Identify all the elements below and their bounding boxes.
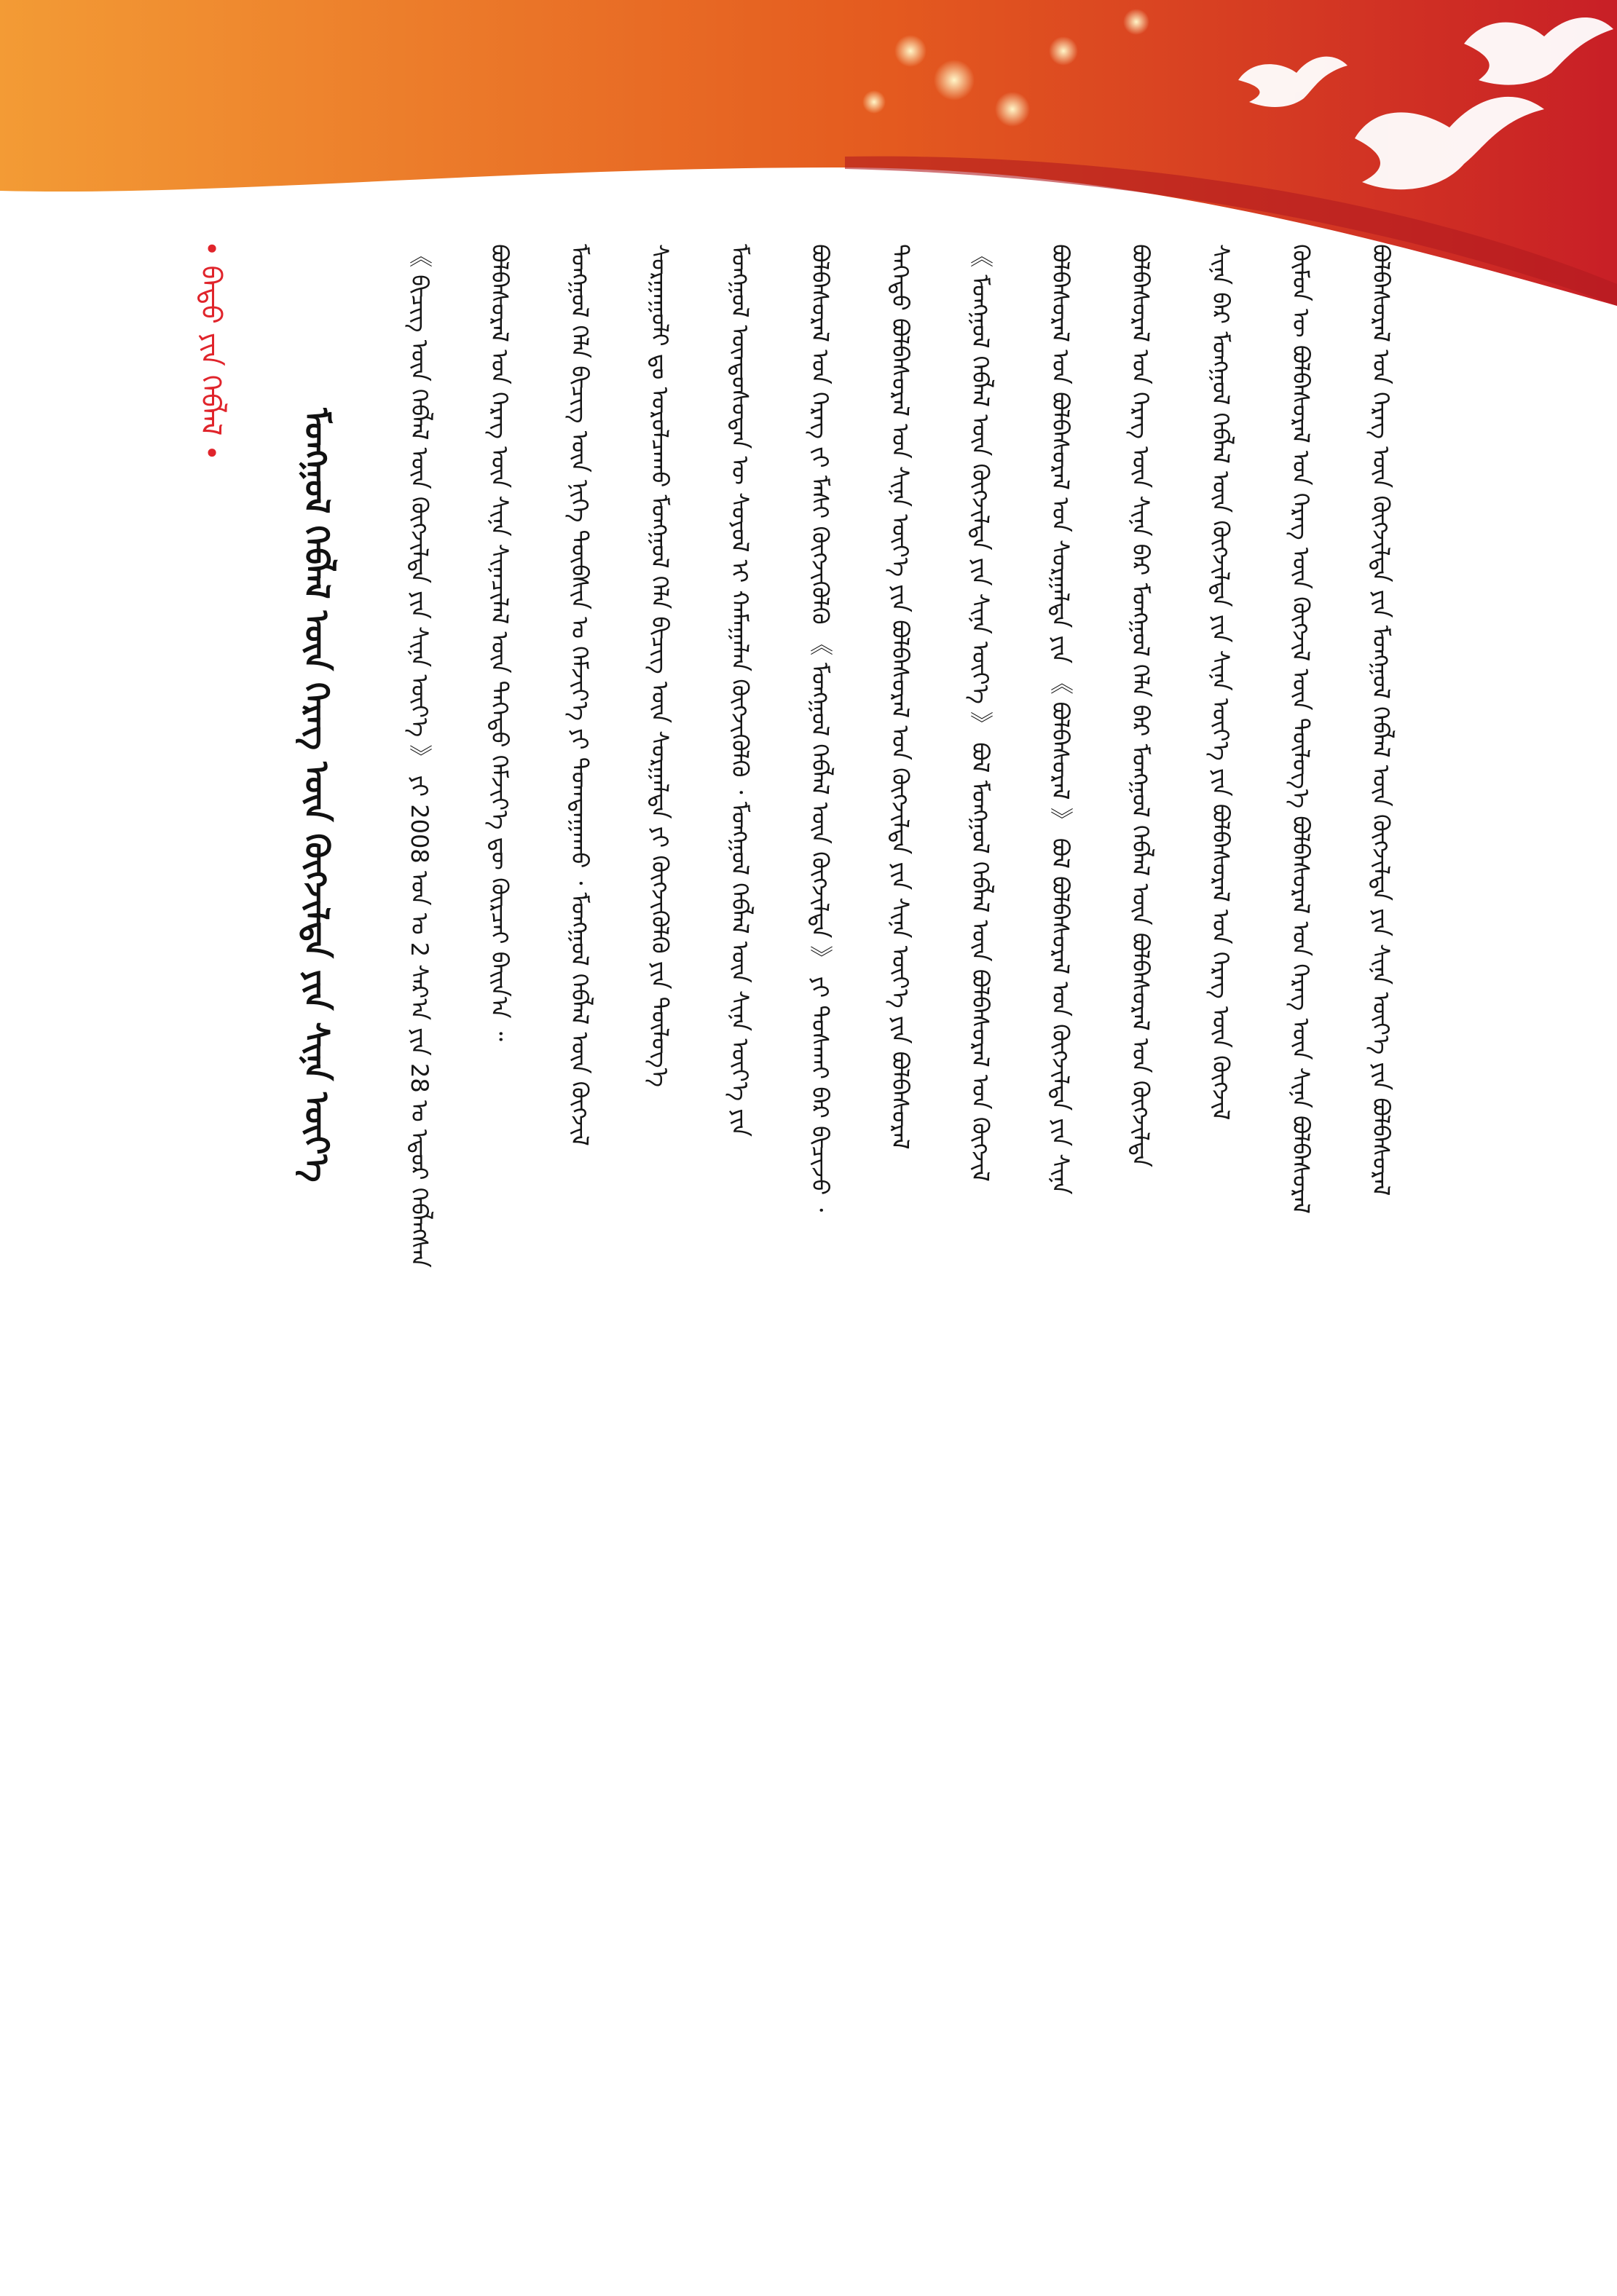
body-column: ᠬᠦᠮᠦᠨ ᠦ ᠪᠣᠯᠪᠠᠰᠤᠷᠠᠯ ᠤᠨ ᠬᠡᠷᠡᠭ ᠦᠨ ᠬᠥᠭᠵᠢᠯ ᠦᠨ ᠲᠥᠯᠥᠭ᠎ᠡ ᠪᠣᠯᠪᠠᠰᠤᠷᠠᠯ ᠤᠨ ᠬᠡᠷᠡᠭ ᠦᠨ ᠰᠢᠨᠡ ᠪᠣᠯᠪᠠᠰᠤᠷᠠᠯ <box>1287 244 1315 1214</box>
article-title: ᠮᠣᠩᠭᠣᠯ ᠬᠡᠪᠯᠡᠯ ᠦᠨ ᠬᠡᠷᠡᠭ ᠦᠨ ᠬᠥᠭᠵᠢᠯᠲᠡ ᠶᠢᠨ ᠰᠢᠨᠡ ᠦᠶ᠎ᠡ <box>297 408 337 1183</box>
body-column: ᠰᠤᠷᠭᠠᠭᠤᠯᠢ ᠳᠤ ᠣᠷᠤᠯᠴᠠᠬᠤ ᠮᠣᠩᠭᠣᠯ ᠬᠡᠯᠡ ᠪᠢᠴᠢᠭ ᠦᠨ ᠰᠤᠷᠭᠠᠯᠲᠠ ᠶᠢ ᠬᠥᠭᠵᠢᠭᠦᠯᠬᠦ ᠶᠢᠨ ᠲᠥᠯᠥᠭ᠎ᠡ <box>646 244 674 1087</box>
body-column: ᠪᠣᠯᠪᠠᠰᠤᠷᠠᠯ ᠤᠨ ᠬᠡᠷᠡᠭ ᠵᠢ ᠮᠠᠰᠢ ᠬᠥᠭᠵᠢᠭᠦᠯᠬᠦ 《 ᠮᠣᠩᠭᠣᠯ ᠬᠡᠪᠯᠡᠯ ᠦᠨ ᠬᠥᠭᠵᠢᠯᠲᠡ 》 ᠶᠢ ᠲᠤᠰᠬᠠᠢ ᠪᠡᠷ ᠪᠢᠴᠢᠵᠦ ᠂ <box>806 244 834 1212</box>
body-column: ᠮᠣᠩᠭᠣᠯ ᠦᠨᠳᠦᠰᠦᠲᠡᠨ ᠦ ᠰᠣᠶᠣᠯ ᠢ ᠬᠠᠮᠠᠭᠠᠯᠠᠨ ᠬᠥᠭᠵᠢᠭᠦᠯᠬᠦ ᠂ ᠮᠣᠩᠭᠣᠯ ᠬᠡᠪᠯᠡᠯ ᠦᠨ ᠰᠢᠨᠡ ᠦᠶ᠎ᠡ ᠶᠢᠨ <box>726 244 754 1137</box>
body-column: ᠰᠢᠨᠡ ᠪᠠᠷ ᠮᠣᠩᠭᠣᠯ ᠬᠡᠪᠯᠡᠯ ᠦᠨ ᠬᠥᠭᠵᠢᠯᠲᠡ ᠶᠢᠨ ᠰᠢᠨᠡ ᠦᠶ᠎ᠡ ᠶᠢᠨ ᠪᠣᠯᠪᠠᠰᠤᠷᠠᠯ ᠤᠨ ᠬᠡᠷᠡᠭ ᠦᠨ ᠬᠥᠭᠵᠢᠯ <box>1207 244 1235 1121</box>
body-column: ᠪᠣᠯᠪᠠᠰᠤᠷᠠᠯ ᠤᠨ ᠬᠡᠷᠡᠭ ᠦᠨ ᠬᠥᠭᠵᠢᠯᠲᠡ ᠶᠢᠨ ᠮᠣᠩᠭᠣᠯ ᠬᠡᠪᠯᠡᠯ ᠦᠨ ᠬᠥᠭᠵᠢᠯᠲᠡ ᠶᠢᠨ ᠰᠢᠨᠡ ᠦᠶ᠎ᠡ ᠶᠢᠨ ᠪᠣᠯᠪᠠᠰᠤᠷᠠᠯ <box>1367 244 1395 1196</box>
body-column: 《 ᠪᠢᠴᠢᠭ ᠦᠨ ᠬᠡᠪᠯᠡᠯ ᠦᠨ ᠬᠥᠭᠵᠢᠯᠲᠡ ᠶᠢᠨ ᠰᠢᠨᠡ ᠦᠶ᠎ᠡ 》 ᠶᠢ 2008 ᠣᠨ ᠤ 2 ᠰᠠᠷ᠎ᠠ ᠶᠢᠨ 28 ᠤ ᠡᠳᠦᠷ ᠬᠡᠪᠯᠡᠭᠰᠡᠨ <box>406 244 433 1268</box>
body-column: ᠳᠡᠭᠡᠳᠦ ᠪᠣᠯᠪᠠᠰᠤᠷᠠᠯ ᠤᠨ ᠰᠢᠨᠡ ᠦᠶ᠎ᠡ ᠶᠢᠨ ᠪᠣᠯᠪᠠᠰᠤᠷᠠᠯ ᠤᠨ ᠬᠥᠭᠵᠢᠯᠲᠡ ᠶᠢᠨ ᠰᠢᠨᠡ ᠦᠶ᠎ᠡ ᠶᠢᠨ ᠪᠣᠯᠪᠠᠰᠤᠷᠠᠯ <box>886 244 914 1150</box>
body-column: ᠪᠣᠯᠪᠠᠰᠤᠷᠠᠯ ᠤᠨ ᠬᠡᠷᠡᠭ ᠦᠨ ᠰᠢᠨᠡ ᠪᠠᠷ ᠮᠣᠩᠭᠣᠯ ᠬᠡᠯᠡ ᠪᠡᠷ ᠮᠣᠩᠭᠣᠯ ᠬᠡᠪᠯᠡᠯ ᠦᠨ ᠪᠣᠯᠪᠠᠰᠤᠷᠠᠯ ᠤᠨ ᠬᠥᠭᠵᠢᠯᠲᠡ <box>1127 244 1154 1167</box>
body-column: ᠪᠣᠯᠪᠠᠰᠤᠷᠠᠯ ᠤᠨ ᠬᠡᠷᠡᠭ ᠦᠨ ᠰᠢᠨᠡ ᠰᠢᠨᠡᠴᠢᠯᠡᠯ ᠦᠨ ᠳᠡᠭᠡᠳᠦ ᠬᠡᠮᠵᠢᠶ᠎ᠡ ᠳᠦ ᠬᠦᠷᠴᠡᠢ ᠪᠠᠢᠨ᠎ᠠ ᠃ <box>486 244 514 1041</box>
author-line: • ᠪᠠᠲᠤ ᠶᠢᠨ ᠬᠡᠪᠯᠡᠯ • <box>195 240 227 461</box>
body-column: ᠮᠣᠩᠭᠣᠯ ᠬᠡᠯᠡ ᠪᠢᠴᠢᠭ ᠦᠨ ᠨᠢᠭᠡ ᠲᠦᠪᠰᠢᠨ ᠤ ᠬᠡᠮᠵᠢᠶ᠎ᠡ ᠶᠢ ᠲᠣᠭᠲᠠᠭᠠᠬᠤ ᠂ ᠮᠣᠩᠭᠣᠯ ᠬᠡᠪᠯᠡᠯ ᠦᠨ ᠬᠥᠭᠵᠢᠯ <box>566 244 594 1146</box>
body-column: ᠪᠣᠯᠪᠠᠰᠤᠷᠠᠯ ᠤᠨ ᠪᠣᠯᠪᠠᠰᠤᠷᠠᠯ ᠤᠨ ᠰᠤᠷᠭᠠᠯᠲᠠ ᠶᠢᠨ 《 ᠪᠣᠯᠪᠠᠰᠤᠷᠠᠯ 》 ᠪᠣᠯ ᠪᠣᠯᠪᠠᠰᠤᠷᠠᠯ ᠤᠨ ᠬᠥᠭᠵᠢᠯᠲᠡ ᠶᠢᠨ ᠰᠢᠨᠡ <box>1047 244 1074 1195</box>
body-column: 《 ᠮᠣᠩᠭᠣᠯ ᠬᠡᠪᠯᠡᠯ ᠦᠨ ᠬᠥᠭᠵᠢᠯᠲᠡ ᠶᠢᠨ ᠰᠢᠨᠡ ᠦᠶ᠎ᠡ 》 ᠪᠣᠯ ᠮᠣᠩᠭᠣᠯ ᠬᠡᠪᠯᠡᠯ ᠦᠨ ᠪᠣᠯᠪᠠᠰᠤᠷᠠᠯ ᠤᠨ ᠬᠥᠭᠵᠢᠯ <box>967 244 994 1182</box>
